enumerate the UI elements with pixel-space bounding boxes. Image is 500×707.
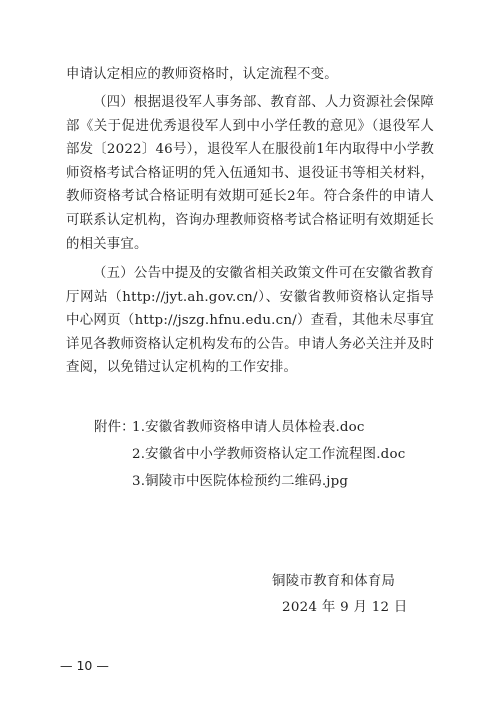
paragraph-5: （五）公告中提及的安徽省相关政策文件可在安徽省教育厅网站（http://jyt.ah.gov.cn/）、安徽省教师资格认定指导中心网页（http://jszg.hfnu.edu.cn/）查看，其他未尽事宜详见各教师资格认定机构发布的公告。申请人务必关注并及时查阅，以免错过认定机构的工作安排。: [66, 266, 434, 376]
attachments-label: 附件：: [94, 420, 135, 435]
attachment-item-2: 2.安徽省中小学教师资格认定工作流程图.doc: [132, 447, 406, 462]
issuer-name: 铜陵市教育和体育局: [272, 574, 396, 589]
attachment-item-3: 3.铜陵市中医院体检预约二维码.jpg: [132, 474, 349, 489]
paragraph-4: （四）根据退役军人事务部、教育部、人力资源社会保障部《关于促进优秀退役军人到中小学任教的意见》（退役军人部发〔2022〕46号），退役军人在服役前1年内取得中小学教师资格考试合格证明的凭入伍通知书、退役证书等相关材料，教师资格考试合格证明有效期可延长2年。符合条件的申请人可联系认定机构，咨询办理教师资格考试合格证明有效期延长的相关事宜。: [66, 95, 434, 252]
intro-line: 申请认定相应的教师资格时，认定流程不变。: [66, 67, 338, 82]
attachment-item-1: 1.安徽省教师资格申请人员体检表.doc: [132, 420, 365, 435]
page-number: — 10 —: [60, 658, 109, 673]
issue-date: 2024 年 9 月 12 日: [282, 600, 408, 615]
